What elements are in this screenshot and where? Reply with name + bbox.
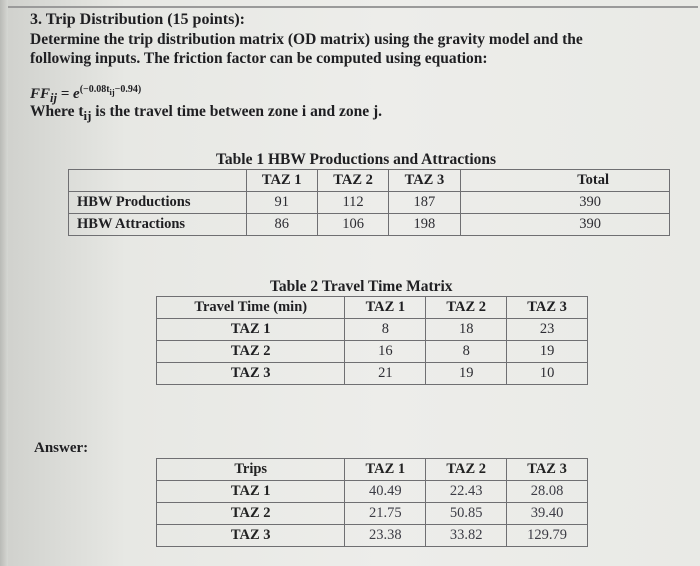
- answer-cell: 40.49: [345, 481, 426, 503]
- table1-cell: 390: [460, 192, 669, 214]
- table2-cell: 8: [426, 341, 507, 363]
- answer-row-label: TAZ 3: [157, 525, 345, 547]
- table-row: [157, 525, 588, 547]
- table1-header-cell: TAZ 1: [246, 170, 317, 192]
- table2-cell: 8: [345, 319, 426, 341]
- formula-lhs: FF: [30, 86, 51, 102]
- question-line-2: following inputs. The friction factor can be computed using equation:: [30, 50, 488, 67]
- answer-cell: 129.79: [507, 525, 588, 547]
- table2-cell: 18: [426, 319, 507, 341]
- formula-equals: = e: [56, 86, 80, 102]
- table-row: [157, 503, 588, 525]
- table2-header-cell: TAZ 1: [345, 297, 426, 319]
- table2-header-cell: TAZ 2: [426, 297, 507, 319]
- answer-row-label: TAZ 2: [157, 503, 345, 525]
- table1-row-label: HBW Productions: [69, 192, 247, 214]
- answer-cell: 22.43: [426, 481, 507, 503]
- answer-cell: 21.75: [345, 503, 426, 525]
- table2-cell: 21: [345, 363, 426, 385]
- answer-header-cell: TAZ 1: [345, 459, 426, 481]
- answer-cell: 23.38: [345, 525, 426, 547]
- answer-label: Answer:: [34, 440, 89, 456]
- table2-row-label: TAZ 1: [157, 319, 345, 341]
- answer-cell: 39.40: [507, 503, 588, 525]
- table1-cell: 86: [246, 214, 317, 236]
- answer-header-cell: TAZ 3: [507, 459, 588, 481]
- table2-travel-time-matrix: [156, 296, 588, 385]
- table-row: [157, 481, 588, 503]
- table2-row-label: TAZ 3: [157, 363, 345, 385]
- answer-corner-cell: Trips: [157, 459, 345, 481]
- answer-trip-matrix: [156, 458, 588, 547]
- where-statement: Where $t_{ij}$ is the travel time between zone i and zone j.: [30, 103, 382, 124]
- table-row: [157, 319, 588, 341]
- table1-header-row: [69, 170, 670, 192]
- table1-cell: 390: [460, 214, 669, 236]
- table2-cell: 23: [507, 319, 588, 341]
- answer-header-row: [157, 459, 588, 481]
- table1-header-cell: TAZ 2: [317, 170, 388, 192]
- question-text: [30, 30, 660, 68]
- table2-caption: Table 2 Travel Time Matrix: [270, 278, 453, 295]
- table2-cell: 10: [507, 363, 588, 385]
- table2-cell: 19: [507, 341, 588, 363]
- table-row: [157, 363, 588, 385]
- table2-cell: 19: [426, 363, 507, 385]
- table1-cell: 91: [246, 192, 317, 214]
- table-row: [157, 341, 588, 363]
- table1-productions-attractions: [68, 169, 670, 236]
- table1-cell: 187: [389, 192, 460, 214]
- question-title: 3. Trip Distribution (15 points):: [30, 11, 245, 28]
- top-divider: [8, 6, 698, 8]
- table2-corner-cell: Travel Time (min): [157, 297, 345, 319]
- table2-cell: 16: [345, 341, 426, 363]
- page-edge-shadow: [0, 0, 8, 566]
- answer-cell: 33.82: [426, 525, 507, 547]
- formula-lhs-subscript: ij: [50, 91, 57, 105]
- table1-header-cell: TAZ 3: [389, 170, 460, 192]
- table1-cell: 106: [317, 214, 388, 236]
- table2-row-label: TAZ 2: [157, 341, 345, 363]
- table1-cell: 198: [389, 214, 460, 236]
- answer-row-label: TAZ 1: [157, 481, 345, 503]
- table1-header-cell: Total: [460, 170, 669, 192]
- table-row: [69, 214, 670, 236]
- question-line-1: Determine the trip distribution matrix (OD matrix) using the gravity model and the: [30, 31, 583, 48]
- table1-row-label: HBW Attractions: [69, 214, 247, 236]
- table1-caption: Table 1 HBW Productions and Attractions: [216, 151, 497, 168]
- table2-header-row: [157, 297, 588, 319]
- table-row: [69, 192, 670, 214]
- table2-header-cell: TAZ 3: [507, 297, 588, 319]
- answer-cell: 28.08: [507, 481, 588, 503]
- formula-exponent: (−0.08tij−0.94): [79, 84, 142, 97]
- table1-corner-cell: [69, 170, 247, 192]
- table1-cell: 112: [317, 192, 388, 214]
- answer-cell: 50.85: [426, 503, 507, 525]
- answer-header-cell: TAZ 2: [426, 459, 507, 481]
